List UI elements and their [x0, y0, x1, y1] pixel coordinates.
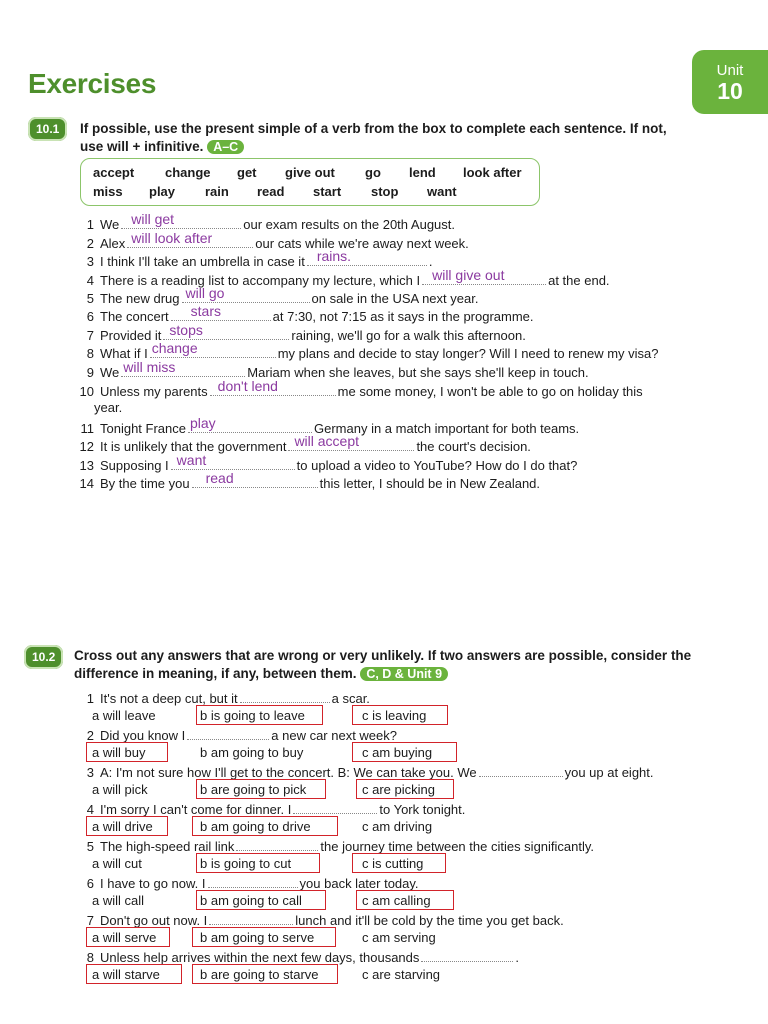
option-b[interactable]: b am going to serve: [200, 930, 315, 945]
word-box-word: look after: [463, 165, 522, 180]
word-box-word: accept: [93, 165, 135, 180]
exercise-1-number-badge: [28, 120, 67, 138]
answer-box: [196, 705, 323, 725]
item-text: my plans and decide to stay longer? Will I need to renew my visa?: [277, 346, 659, 361]
answer-blank[interactable]: [127, 230, 253, 248]
option-b[interactable]: b am going to buy: [200, 745, 304, 760]
item-text: to upload a video to YouTube? How do I do that?: [296, 458, 578, 473]
answer-blank[interactable]: [288, 433, 414, 451]
exercise-1-instruction-line-1: If possible, use the present simple of a verb from the box to complete each sentence. If not,: [80, 121, 667, 136]
instruction-text: + infinitive.: [128, 139, 204, 154]
instruction-text: difference in meaning, if any, between them.: [74, 666, 357, 681]
answer-blank[interactable]: [163, 322, 289, 340]
unit-tab: [692, 50, 768, 114]
instruction-will: will: [107, 139, 129, 154]
word-box-word: get: [237, 165, 257, 180]
item-number: 8: [86, 950, 94, 965]
word-box-word: rain: [205, 184, 229, 199]
unit-label: Unit: [716, 62, 744, 79]
gap: [421, 948, 513, 962]
item-text: raining, we'll go for a walk this afternoon.: [291, 328, 526, 343]
item-text: the journey time between the cities significantly.: [320, 839, 595, 854]
item-number: 3: [86, 765, 94, 780]
option-b[interactable]: b am going to drive: [200, 819, 311, 834]
answer-blank[interactable]: [422, 267, 546, 285]
option-c[interactable]: c is leaving: [362, 708, 427, 723]
item-text: Don't go out now. I: [100, 913, 208, 928]
item-text: Tonight France: [100, 421, 186, 436]
exercise-1-item: [68, 248, 433, 269]
option-b[interactable]: b is going to leave: [200, 708, 305, 723]
item-number: 4: [86, 273, 94, 288]
item-text: The high-speed rail link: [100, 839, 235, 854]
item-text: on sale in the USA next year.: [311, 291, 479, 306]
item-text: at 7:30, not 7:15 as it says in the programme.: [272, 309, 534, 324]
option-c[interactable]: c am driving: [362, 819, 433, 834]
option-a[interactable]: a will pick: [92, 782, 148, 797]
item-number: 2: [86, 236, 94, 251]
gap: [293, 800, 377, 814]
answer-blank[interactable]: [121, 359, 245, 377]
item-text: our cats while we're away next week.: [255, 236, 469, 251]
answer-blank[interactable]: [171, 303, 271, 321]
answer-text: change: [151, 340, 198, 356]
item-text: to York tonight.: [379, 802, 466, 817]
word-box: [80, 158, 540, 206]
exercise-2-reference: C, D & Unit 9: [360, 667, 448, 681]
item-number: 2: [86, 728, 94, 743]
exercise-2-number-badge: [24, 648, 63, 666]
item-number: 7: [86, 913, 94, 928]
word-box-word: stop: [371, 184, 399, 199]
option-c[interactable]: c am calling: [362, 893, 431, 908]
exercise-1-item: [68, 267, 610, 288]
item-number: 3: [86, 254, 94, 269]
word-box-word: change: [165, 165, 211, 180]
answer-blank[interactable]: [192, 470, 318, 488]
answer-box: [86, 816, 168, 836]
gap: [240, 689, 330, 703]
word-box-word: start: [313, 184, 342, 199]
option-a[interactable]: a will leave: [92, 708, 156, 723]
answer-text: play: [190, 415, 216, 431]
option-b[interactable]: b am going to call: [200, 893, 302, 908]
answer-box: [352, 853, 446, 873]
instruction-text: use: [80, 139, 108, 154]
answer-box: [192, 816, 338, 836]
option-c[interactable]: c is cutting: [362, 856, 424, 871]
exercise-1-item: [68, 378, 643, 399]
answer-box: [86, 742, 168, 762]
item-number: 1: [86, 691, 94, 706]
item-text: What if I: [100, 346, 148, 361]
answer-text: will look after: [131, 230, 213, 246]
answer-text: don't lend: [217, 378, 278, 394]
item-number: 1: [86, 217, 94, 232]
item-text: Did you know I: [100, 728, 186, 743]
answer-box: [196, 779, 326, 799]
item-text: The new drug: [100, 291, 180, 306]
gap: [479, 763, 563, 777]
gap: [187, 726, 269, 740]
exercise-2-item: [68, 911, 564, 928]
option-c[interactable]: c am buying: [362, 745, 433, 760]
answer-box: [196, 853, 320, 873]
option-c[interactable]: c am serving: [362, 930, 436, 945]
answer-text: will miss: [123, 359, 176, 375]
word-box-word: read: [257, 184, 285, 199]
option-a[interactable]: a will drive: [92, 819, 153, 834]
item-text: Unless help arrives within the next few days, thousands: [100, 950, 420, 965]
word-box-word: want: [427, 184, 457, 199]
exercise-1-item: [68, 452, 578, 473]
word-box-word: go: [365, 165, 381, 180]
exercise-1-number: 10.1: [28, 117, 67, 141]
answer-text: stars: [190, 303, 221, 319]
item-text: Unless my parents: [100, 384, 208, 399]
exercise-1-item: [68, 285, 479, 306]
exercise-2-number: 10.2: [24, 645, 63, 669]
answer-text: will give out: [432, 267, 505, 283]
item-number: 8: [86, 346, 94, 361]
answer-blank[interactable]: [210, 378, 336, 396]
answer-blank[interactable]: [188, 415, 312, 433]
item-text: Mariam when she leaves, but she says she'll keep in touch.: [247, 365, 589, 380]
answer-box: [86, 964, 182, 984]
answer-text: will get: [131, 211, 175, 227]
item-number: 10: [79, 384, 94, 399]
exercise-1-item: [68, 211, 456, 232]
item-text: Provided it: [100, 328, 162, 343]
answer-blank[interactable]: [121, 211, 241, 229]
word-box-word: miss: [93, 184, 123, 199]
item-text: Alex: [100, 236, 126, 251]
unit-number: 10: [717, 78, 743, 104]
exercise-2-item: [68, 874, 419, 891]
exercise-1-item: [68, 470, 541, 491]
option-c[interactable]: c are picking: [362, 782, 435, 797]
item-text: a new car next week?: [271, 728, 397, 743]
option-a[interactable]: a will call: [92, 893, 145, 908]
answer-box: [352, 742, 457, 762]
exercise-2-item: [68, 948, 519, 965]
exercise-1-item: [68, 359, 589, 380]
item-text: our exam results on the 20th August.: [243, 217, 456, 232]
item-text: a scar.: [331, 691, 370, 706]
item-text: you up at eight.: [564, 765, 654, 780]
exercise-2-item: [68, 726, 397, 743]
item-number: 12: [79, 439, 94, 454]
answer-text: will accept: [294, 433, 360, 449]
answer-box: [356, 890, 454, 910]
answer-blank[interactable]: [307, 248, 427, 266]
answer-box: [196, 890, 326, 910]
exercise-2-instruction: [74, 647, 714, 683]
item-number: 9: [86, 365, 94, 380]
option-b[interactable]: b are going to pick: [200, 782, 307, 797]
item-text: We: [100, 217, 120, 232]
exercise-1-instruction: [80, 120, 700, 156]
exercise-1-instruction-line-2: [80, 138, 700, 156]
answer-box: [192, 964, 338, 984]
exercise-1-reference: A–C: [207, 140, 244, 154]
exercise-1-item: [68, 230, 469, 251]
item-number: 5: [86, 839, 94, 854]
item-text: you back later today.: [299, 876, 419, 891]
exercise-1-item: [68, 303, 534, 324]
item-text: The concert: [100, 309, 169, 324]
item-text: me some money, I won't be able to go on holiday this: [337, 384, 643, 399]
answer-blank[interactable]: [150, 340, 276, 358]
item-10-continuation: year.: [94, 400, 123, 415]
item-number: 11: [80, 421, 94, 436]
item-text: I'm sorry I can't come for dinner. I: [100, 802, 292, 817]
item-text: I think I'll take an umbrella in case it: [100, 254, 305, 269]
item-text: Germany in a match important for both teams.: [314, 421, 580, 436]
option-a[interactable]: a will starve: [92, 967, 160, 982]
page-title: Exercises: [28, 68, 157, 99]
item-text: There is a reading list to accompany my lecture, which I: [100, 273, 421, 288]
exercise-2-item: [68, 689, 370, 706]
gap: [236, 837, 318, 851]
exercise-2-item: [68, 800, 465, 817]
item-number: 5: [86, 291, 94, 306]
option-b[interactable]: b is going to cut: [200, 856, 292, 871]
option-a[interactable]: a will buy: [92, 745, 146, 760]
answer-blank[interactable]: [182, 285, 310, 303]
option-a[interactable]: a will serve: [92, 930, 157, 945]
option-c[interactable]: c are starving: [362, 967, 441, 982]
item-text: It is unlikely that the government: [100, 439, 287, 454]
item-text: this letter, I should be in New Zealand.: [319, 476, 541, 491]
item-number: 13: [79, 458, 94, 473]
item-text: A: I'm not sure how I'll get to the concert. B: We can take you. We: [100, 765, 477, 780]
exercise-2-item: [68, 837, 594, 854]
answer-box: [86, 927, 170, 947]
answer-text: want: [176, 452, 207, 468]
item-text: We: [100, 365, 120, 380]
answer-box: [352, 705, 448, 725]
word-box-word: play: [149, 184, 176, 199]
answer-blank[interactable]: [171, 452, 295, 470]
option-b[interactable]: b are going to starve: [200, 967, 319, 982]
item-text: lunch and it'll be cold by the time you get back.: [295, 913, 564, 928]
item-number: 6: [86, 876, 94, 891]
exercise-2-item: [68, 763, 654, 780]
item-text: the court's decision.: [416, 439, 531, 454]
answer-box: [192, 927, 336, 947]
item-number: 7: [86, 328, 94, 343]
gap: [209, 911, 293, 925]
item-number: 4: [86, 802, 94, 817]
answer-text: rains.: [316, 248, 352, 264]
exercise-2-instruction-line-1: Cross out any answers that are wrong or very unlikely. If two answers are possible, consider the: [74, 648, 692, 663]
answer-box: [356, 779, 454, 799]
answer-text: read: [205, 470, 234, 486]
item-text: at the end.: [548, 273, 610, 288]
item-number: 14: [79, 476, 94, 491]
item-text: .: [428, 254, 433, 269]
answer-text: stops: [169, 322, 203, 338]
word-box-word: give out: [285, 165, 335, 180]
item-text: By the time you: [100, 476, 190, 491]
exercise-2-instruction-line-2: [74, 665, 714, 683]
item-text: It's not a deep cut, but it: [100, 691, 238, 706]
word-box-word: lend: [409, 165, 436, 180]
gap: [208, 874, 298, 888]
exercise-1-item: [68, 322, 526, 343]
item-number: 6: [86, 309, 94, 324]
exercise-1-item: [68, 433, 531, 454]
item-text: Supposing I: [100, 458, 169, 473]
item-text: I have to go now. I: [100, 876, 206, 891]
option-a[interactable]: a will cut: [92, 856, 142, 871]
answer-text: will go: [185, 285, 225, 301]
item-text: .: [515, 950, 520, 965]
